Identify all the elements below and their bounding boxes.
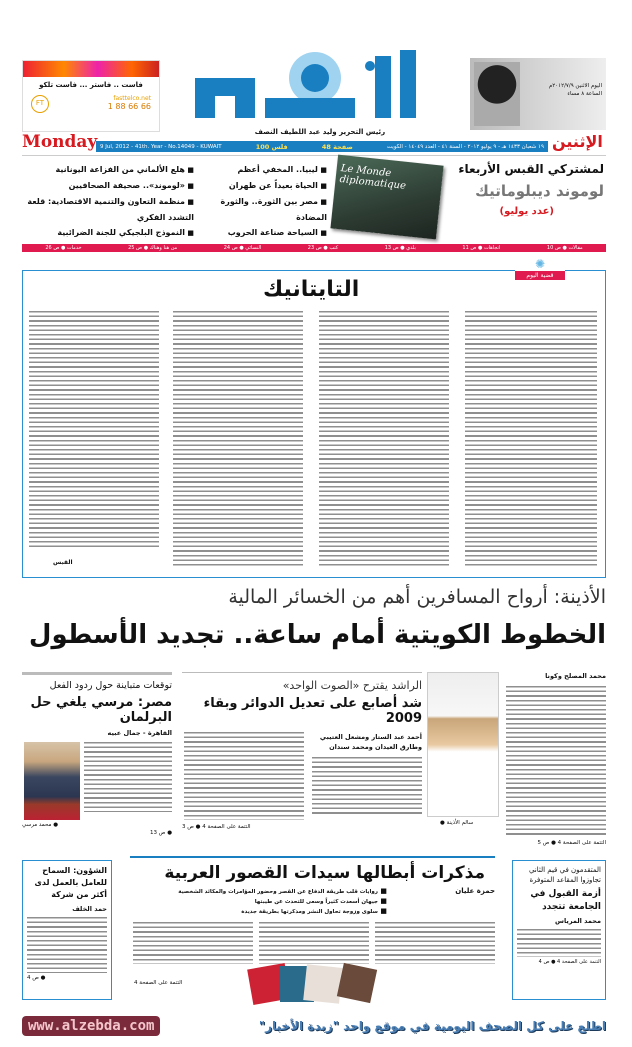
- index-item[interactable]: خدمات ● ص 26: [45, 245, 82, 251]
- editorial-column: [173, 311, 303, 566]
- lead-kicker: الأذينة: أرواح المسافرين أهم من الخسائر المالية: [228, 586, 606, 608]
- egypt-text: [84, 742, 172, 812]
- egypt-story[interactable]: [22, 672, 172, 836]
- palaces-story[interactable]: [130, 856, 495, 1004]
- index-item[interactable]: مقالات ● ص 10: [546, 245, 583, 251]
- index-item[interactable]: كتب ● ص 23: [307, 245, 339, 251]
- teaser-line3: (عدد يوليو): [499, 206, 554, 217]
- univ-text: [517, 929, 601, 957]
- page-count: 48 صفحة: [321, 142, 353, 151]
- fasttelco-logo-icon: FT: [31, 95, 49, 113]
- teaser-section[interactable]: [22, 155, 606, 243]
- ad-banner-graphic: [23, 61, 159, 77]
- rashed-continued[interactable]: التتمة على الصفحة 4 ● ص 3: [182, 824, 251, 830]
- editorial-badge: قضية اليوم: [515, 271, 565, 280]
- labor-text: [27, 917, 107, 973]
- editorial-signature: القبس: [53, 559, 73, 566]
- date-arabic: ١٩ شعبان ١٤٣٣ هـ - ٩ يوليو ٢٠١٢ - السنة ٤١ - العدد ١٤٠٤٩ - الكويت: [386, 143, 544, 150]
- editorial-column: [465, 311, 597, 566]
- logo-graphic: [190, 48, 440, 128]
- teaser-item[interactable]: ■ ليبيا.. المخفي أعظم: [202, 162, 327, 178]
- date-english: 9 Jul, 2012 - 41th. Year - No.14049 - KUWAIT: [100, 143, 222, 150]
- lead-byline: محمد المصلح وكونا: [545, 672, 606, 680]
- page-index-bar: [22, 244, 606, 252]
- index-item[interactable]: بلدي ● ص 13: [384, 245, 416, 251]
- egypt-headline: مصر: مرسي يلغي حل البرلمان: [30, 695, 172, 725]
- university-story[interactable]: [512, 860, 606, 1000]
- palaces-bullet: ■ سلوى وزوجة تحاول النشر ومذكرتها بطريقة جديدة: [130, 907, 387, 917]
- magazine-cover-image: [330, 155, 443, 240]
- book-cover-image: [337, 963, 377, 1003]
- univ-kicker: المتقدمون في قيم الثاني تجاوزوا المقاعد المتوفرة: [528, 866, 601, 884]
- labor-byline: حمد الخلف: [72, 905, 107, 913]
- ad-phone: 1 88 66 66: [107, 102, 151, 111]
- ad-date: اليوم الاثنين ٢٠١٢/٧/٩م: [548, 83, 602, 89]
- palaces-text: [133, 922, 253, 964]
- photo-caption: ● سالم الأذينة: [440, 820, 474, 826]
- index-item[interactable]: اتجاهات ● ص 11: [462, 245, 501, 251]
- palaces-byline: حمزة عليان: [455, 887, 495, 895]
- rashed-text: [184, 732, 304, 820]
- rashed-byline: أحمد عبد الستار ومشعل العتيبي وطارق العيدان ومحمد سندان: [319, 733, 422, 751]
- palaces-text: [375, 922, 495, 964]
- magazine-title: Le Monde diplomatique: [339, 163, 407, 192]
- editorial-column: [319, 311, 449, 566]
- advertisement-fasttelco[interactable]: [22, 60, 160, 132]
- advertisement-memorial[interactable]: [470, 58, 606, 130]
- ad-website: fasttelco.net: [113, 95, 151, 102]
- editorial-box[interactable]: [22, 257, 606, 578]
- labor-continued[interactable]: ● ص 4: [27, 975, 46, 981]
- rashed-kicker: الراشد يقترح «الصوت الواحد»: [282, 679, 422, 692]
- egypt-caption: ● محمد مرسي: [22, 822, 59, 828]
- teaser-item[interactable]: ■ السياحة صناعة الحروب: [202, 225, 327, 241]
- teaser-line2: لوموند ديبلوماتيك: [475, 182, 604, 200]
- palaces-headline: مذكرات أبطالها سيدات القصور العربية: [164, 863, 485, 883]
- footer-text: اطلع على كل الصحف اليومية في موقع واحد "زبدة الأخبار": [258, 1019, 606, 1033]
- labor-story[interactable]: [22, 860, 112, 1000]
- rashed-headline: شد أصابع على تعديل الدوائر وبقاء 2009: [203, 696, 422, 726]
- teaser-item[interactable]: ■ «لوموند».. صحيفة الصحافيين: [22, 178, 194, 194]
- lead-headline[interactable]: الخطوط الكويتية أمام ساعة.. تجديد الأسطول: [28, 620, 606, 650]
- egypt-byline: القاهرة - جمال عبيه: [107, 729, 172, 737]
- palaces-continued[interactable]: التتمة على الصفحة 4: [134, 980, 183, 986]
- rashed-story[interactable]: [182, 672, 422, 830]
- univ-continued[interactable]: التتمة على الصفحة 4 ● ص 4: [538, 959, 601, 965]
- univ-byline: محمد المرياس: [554, 917, 601, 925]
- rashed-text: [312, 757, 422, 815]
- index-item[interactable]: من هنا وهناك ● ص 25: [128, 245, 178, 251]
- ad-slogan: فاست .. فاستر ... فاست تلكو: [39, 81, 143, 89]
- palaces-bullet: ■ روايات قلب طريقة الدفاع عن القصر وحضور المؤامرات والمكائد الشخصية: [130, 887, 387, 897]
- egypt-kicker: توقعات متباينة حول ردود الفعل: [49, 680, 172, 691]
- date-bar: [96, 141, 548, 152]
- portrait-image: [474, 62, 520, 126]
- labor-headline: الشؤون: السماح للعامل بالعمل لدى أكثر من شركة: [34, 866, 107, 899]
- day-arabic: الإثنين: [552, 132, 603, 151]
- editor-in-chief: رئيس التحرير وليد عبد اللطيف النصف: [254, 128, 386, 136]
- footer-banner[interactable]: [22, 1012, 606, 1040]
- palaces-text: [259, 922, 369, 964]
- teaser-item[interactable]: ■ الحياة بعيداً عن طهران: [202, 178, 327, 194]
- lead-text: [506, 686, 606, 836]
- lead-continued[interactable]: التتمة على الصفحة 4 ● ص 5: [537, 840, 606, 846]
- photo-alathina: [427, 672, 499, 817]
- teaser-item[interactable]: ■ النموذج البلجيكي للجنة الضرائبية: [22, 225, 194, 241]
- teaser-line1: لمشتركي القبس الأربعاء: [458, 162, 604, 176]
- ad-time: الساعة ٨ مساء: [567, 91, 602, 97]
- lead-story[interactable]: [506, 672, 606, 846]
- sun-emblem-icon: ✺: [534, 257, 546, 271]
- egypt-continued[interactable]: ● ص 13: [150, 830, 172, 836]
- teaser-item[interactable]: ■ هلع الألماني من الفزاعة اليونانية: [22, 162, 194, 178]
- univ-headline: أزمة القبول في الجامعة تتجدد: [530, 889, 601, 912]
- teaser-item[interactable]: ■ مصر بين الثورة.. والثورة المضادة: [202, 194, 327, 225]
- newspaper-logo: [190, 48, 440, 128]
- photo-morsi: [24, 742, 80, 820]
- badge-wrap: [515, 257, 565, 285]
- palaces-bullet: ■ جيهان أسعدت كثيراً وسعى للتحدث عن طيبتها: [130, 897, 387, 907]
- index-item[interactable]: النسائي ● ص 24: [223, 245, 262, 251]
- price: 100 فلس: [255, 142, 288, 151]
- book-cover-image: [303, 964, 343, 1004]
- editorial-column: [29, 311, 159, 549]
- editorial-title: التايتانيك: [263, 277, 360, 302]
- footer-url[interactable]: www.alzebda.com: [22, 1016, 160, 1036]
- day-english: Monday: [22, 132, 98, 152]
- teaser-item[interactable]: ■ منظمة التعاون والتنمية الاقتصادية: قلعة التشدد الفكري: [22, 194, 194, 225]
